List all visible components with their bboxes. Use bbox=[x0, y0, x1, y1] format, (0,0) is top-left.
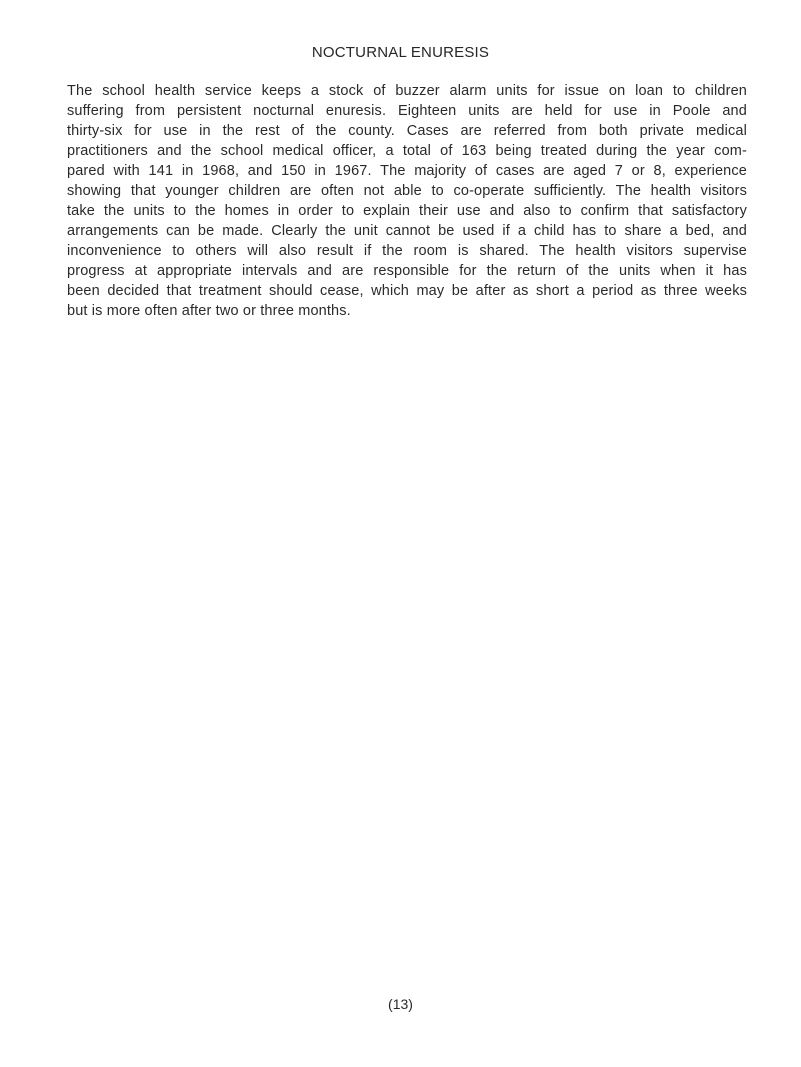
paragraph-line: The school health service keeps a stock of buzzer alarm units for issue on loan to children bbox=[67, 83, 747, 99]
paragraph-line: pared with 141 in 1968, and 150 in 1967. The majority of cases are aged 7 or 8, experience bbox=[67, 163, 747, 179]
paragraph-line: but is more often after two or three months. bbox=[67, 303, 351, 319]
page-title: NOCTURNAL ENURESIS bbox=[311, 44, 490, 61]
body-paragraph bbox=[67, 81, 747, 321]
paragraph-line: showing that younger children are often not able to co-operate sufficiently. The health visitors bbox=[67, 183, 747, 199]
paragraph-line: take the units to the homes in order to explain their use and also to confirm that satisfactory bbox=[67, 203, 747, 219]
paragraph-line: arrangements can be made. Clearly the unit cannot be used if a child has to share a bed, and bbox=[67, 223, 747, 239]
paragraph-line: progress at appropriate intervals and are responsible for the return of the units when it has bbox=[67, 263, 747, 279]
paragraph-line: practitioners and the school medical officer, a total of 163 being treated during the year com- bbox=[67, 143, 747, 159]
paragraph-line: been decided that treatment should cease, which may be after as short a period as three weeks bbox=[67, 283, 747, 299]
paragraph-line: thirty-six for use in the rest of the county. Cases are referred from both private medical bbox=[67, 123, 747, 139]
paragraph-line: inconvenience to others will also result if the room is shared. The health visitors supervise bbox=[67, 243, 747, 259]
paragraph-line: suffering from persistent nocturnal enuresis. Eighteen units are held for use in Poole and bbox=[67, 103, 747, 119]
page-number: (13) bbox=[388, 996, 413, 1012]
